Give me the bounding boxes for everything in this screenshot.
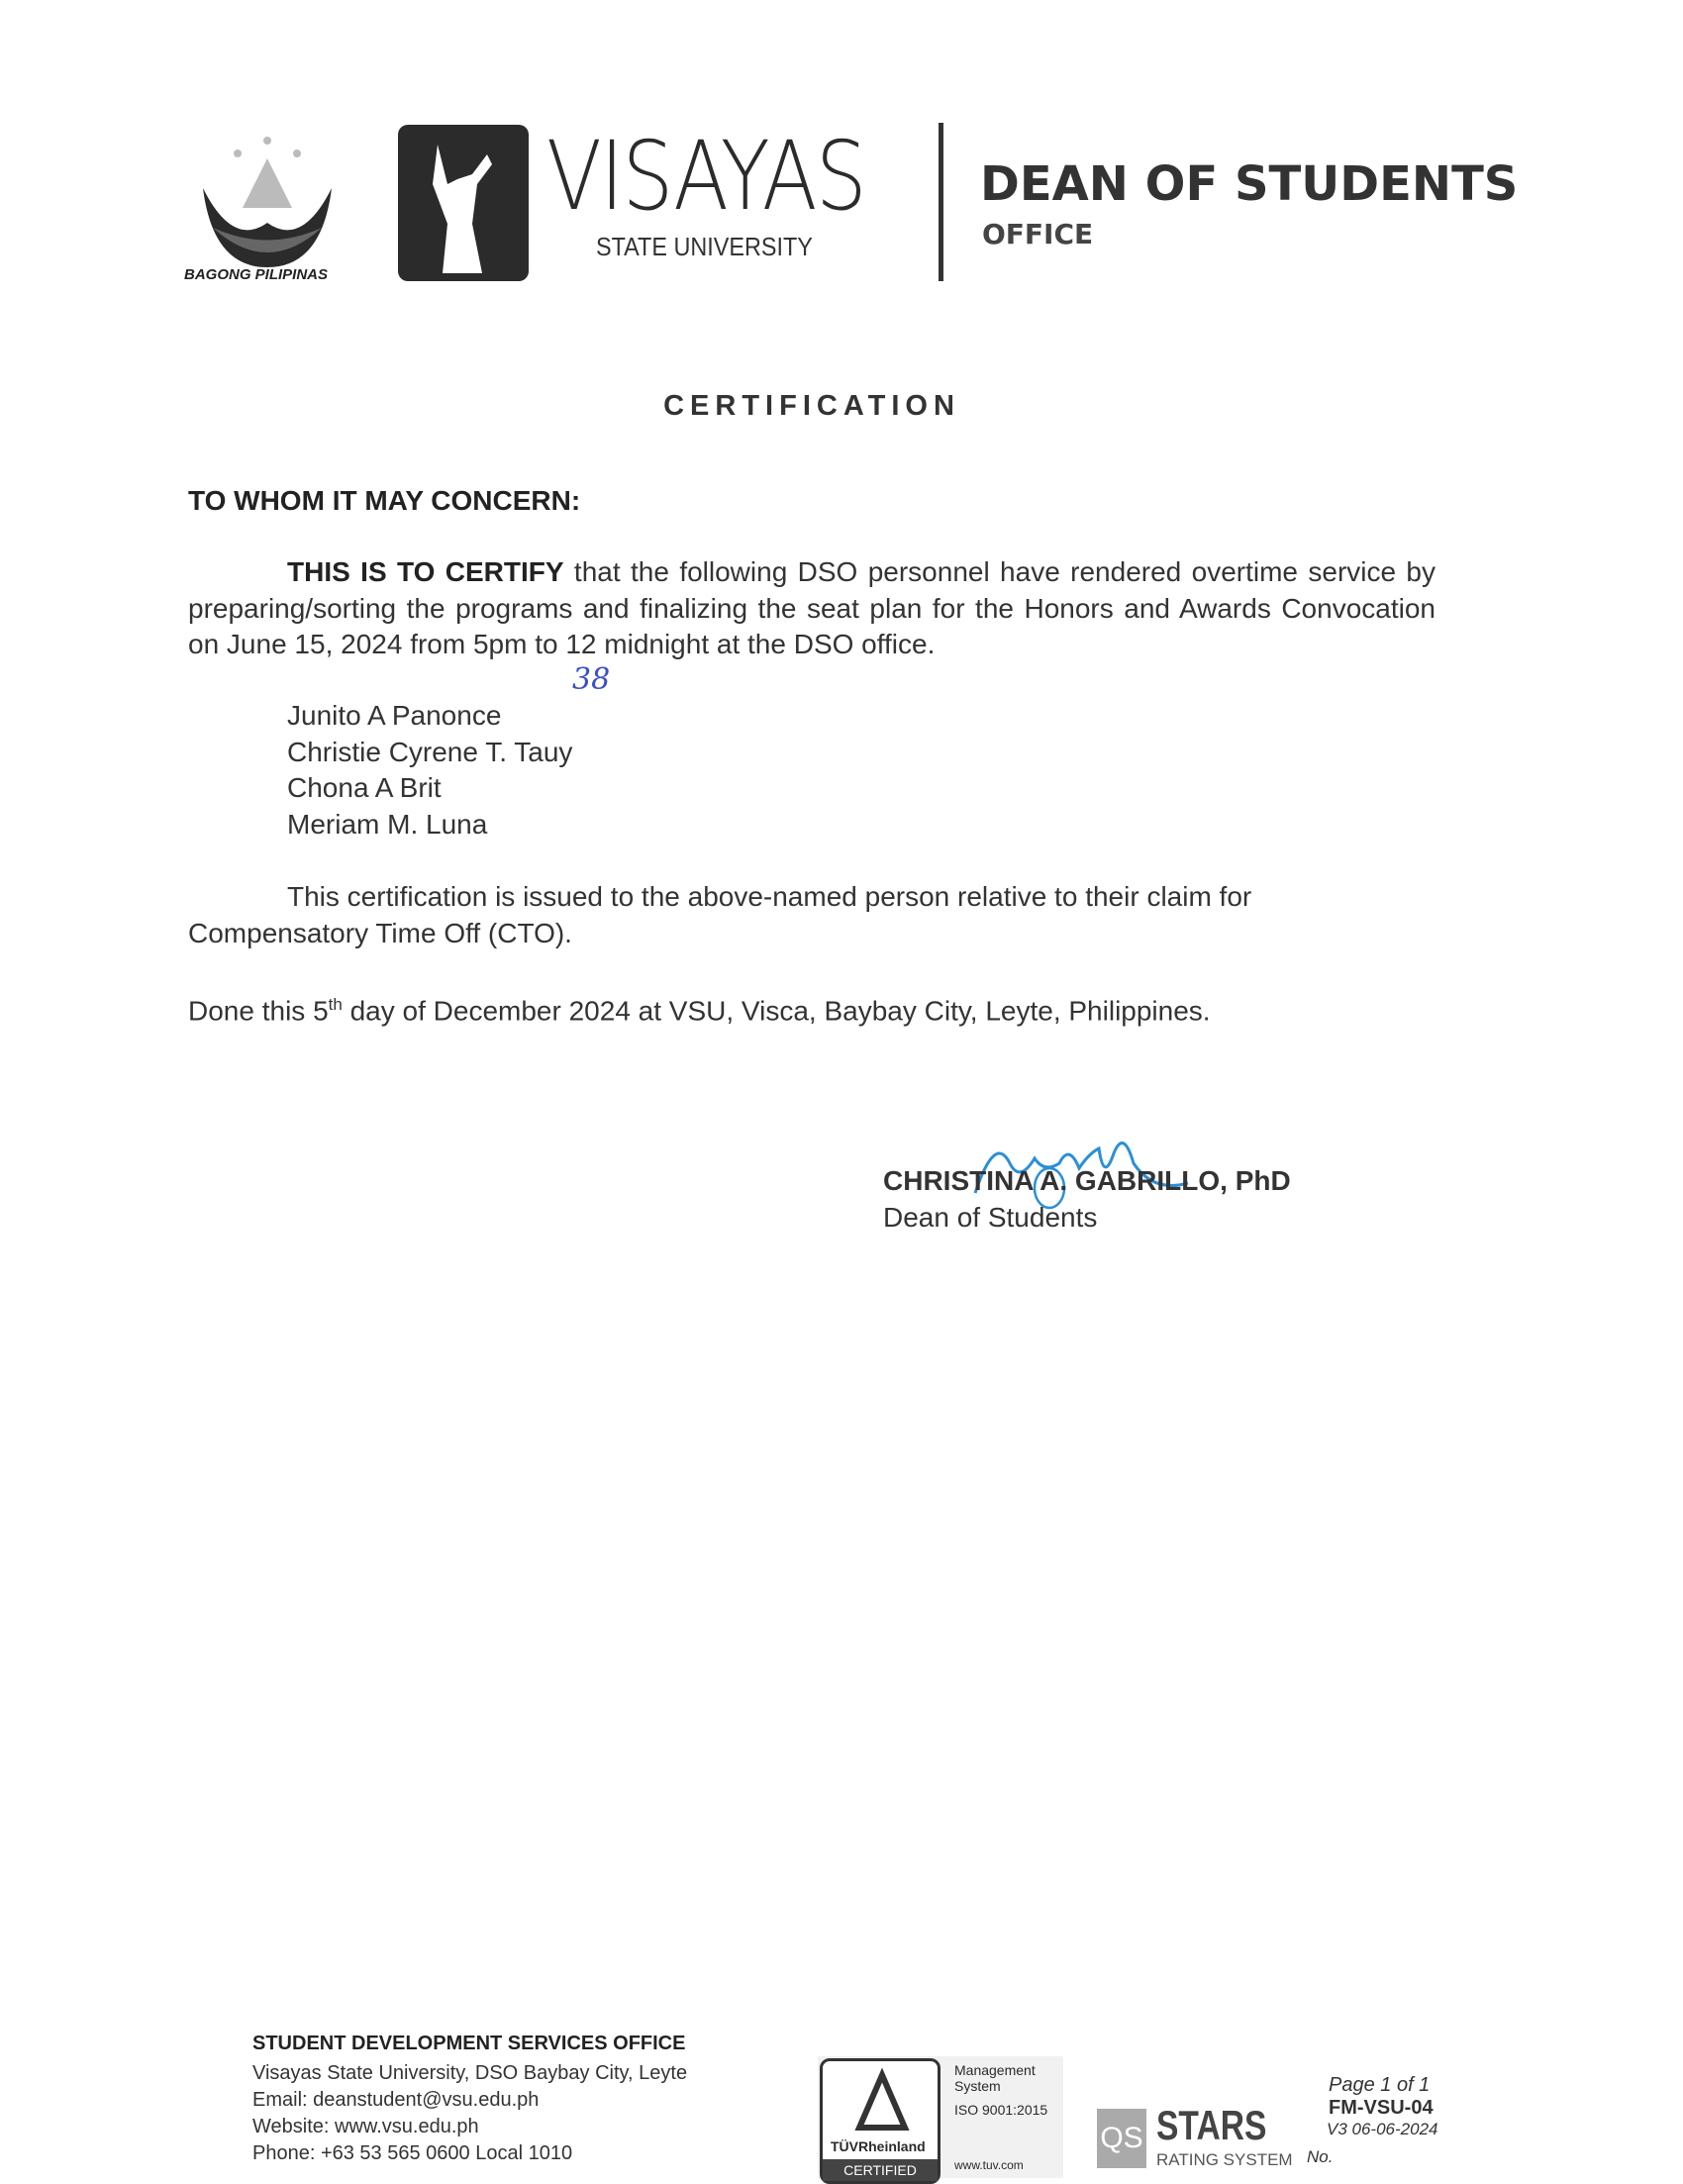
footer-address: Visayas State University, DSO Baybay City, Leyte <box>252 2062 688 2084</box>
tuv-certified: CERTIFIED <box>823 2159 938 2181</box>
certification-paragraph <box>188 554 1436 663</box>
personnel-name: Christie Cyrene T. Tauy <box>287 736 573 767</box>
tuv-brand: TÜVRheinland <box>831 2138 926 2154</box>
form-version: V3 06-06-2024 <box>1327 2120 1438 2138</box>
signatory-name: CHRISTINA A. GABRILLO, PhD <box>883 1165 1291 1196</box>
issue-date-line <box>188 987 1211 1030</box>
personnel-name: Meriam M. Luna <box>287 808 488 840</box>
personnel-name: Chona A Brit <box>287 772 442 803</box>
vsu-logo <box>398 125 529 281</box>
bagong-pilipinas-logo <box>183 129 351 287</box>
certify-text: that the following DSO personnel have rendered overtime service by preparing/sorting the programs and finalizing the seat plan for the Honors and Awards Convocation on June 15, 2024 from 5pm to 12 midnight at the DSO office. <box>188 556 1436 659</box>
footer-phone: Phone: +63 53 565 0600 Local 1010 <box>252 2142 573 2164</box>
qs-logo: QS <box>1097 2109 1146 2168</box>
qs-rating: RATING SYSTEM <box>1156 2150 1293 2169</box>
tuv-web: www.tuv.com <box>954 2158 1024 2172</box>
university-name: VISAYAS <box>546 121 865 232</box>
form-info <box>1307 2074 1437 2167</box>
done-text: Done this 5 <box>188 995 329 1027</box>
handwritten-note: 38 <box>572 662 611 697</box>
certify-bold: THIS IS TO CERTIFY <box>287 556 564 587</box>
office-subtitle: OFFICE <box>982 218 1094 250</box>
qs-stars: STARS <box>1156 2102 1267 2148</box>
bagong-pilipinas-text: BAGONG PILIPINAS <box>184 266 329 283</box>
tuv-logo <box>820 2058 940 2184</box>
document-title: CERTIFICATION <box>663 390 960 422</box>
tuv-certification-badge <box>818 2056 1063 2178</box>
tuv-triangle-icon <box>857 2073 907 2133</box>
form-no-label: No. <box>1307 2147 1334 2166</box>
done-text-rest: day of December 2024 at VSU, Visca, Baybay City, Leyte, Philippines. <box>342 995 1211 1027</box>
tuv-iso: ISO 9001:2015 <box>954 2102 1048 2118</box>
signatory-title: Dean of Students <box>883 1202 1098 1233</box>
footer-org: STUDENT DEVELOPMENT SERVICES OFFICE <box>252 2033 686 2054</box>
tuv-system: Management System <box>954 2062 1036 2094</box>
office-title: DEAN OF STUDENTS <box>980 156 1519 212</box>
header-divider <box>939 123 943 281</box>
purpose-paragraph: This certification is issued to the above-named person relative to their claim for Compensatory Time Off (CTO). <box>188 881 1252 948</box>
salutation: TO WHOM IT MAY CONCERN: <box>188 485 581 516</box>
personnel-list <box>287 698 572 843</box>
footer-website: Website: www.vsu.edu.ph <box>252 2116 479 2137</box>
personnel-name: Junito A Panonce <box>287 700 502 731</box>
form-code: FM-VSU-04 <box>1329 2097 1434 2119</box>
footer-email: Email: deanstudent@vsu.edu.ph <box>252 2089 540 2111</box>
page-number: Page 1 of 1 <box>1329 2074 1431 2096</box>
ordinal-suffix: th <box>328 995 343 1014</box>
university-subtitle: STATE UNIVERSITY <box>596 232 813 261</box>
